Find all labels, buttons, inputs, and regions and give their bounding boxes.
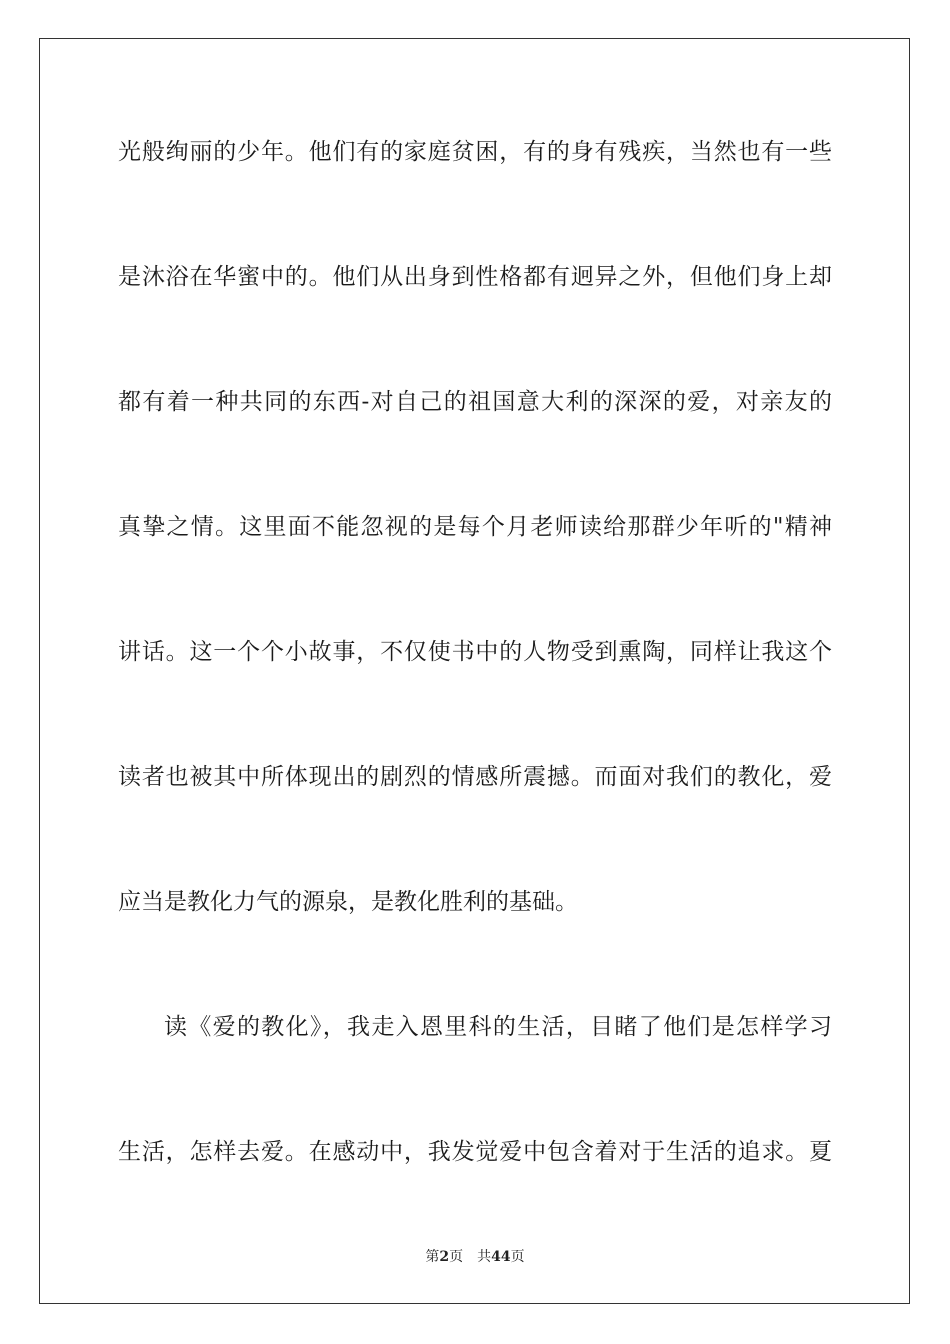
paragraph-line-2: 是沐浴在华蜜中的。他们从出身到性格都有迥异之外，但他们身上却 [118,264,832,290]
paragraph-line-7: 应当是教化力气的源泉，是教化胜利的基础。 [118,889,578,915]
page-footer [0,1246,950,1266]
document-body [118,124,832,1249]
paragraph-line-1: 光般绚丽的少年。他们有的家庭贫困，有的身有残疾，当然也有一些 [118,139,832,165]
page-suffix: 页 [449,1249,464,1265]
paragraph-line-4: 真挚之情。这里面不能忽视的是每个月老师读给那群少年听的"精神 [118,514,832,540]
page-prefix: 第 [425,1249,440,1265]
paragraph-line-3: 都有着一种共同的东西-对自己的祖国意大利的深深的爱，对亲友的 [118,389,832,415]
paragraph-line-9: 生活，怎样去爱。在感动中，我发觉爱中包含着对于生活的追求。夏 [118,1139,832,1165]
paragraph-line-5: 讲话。这一个个小故事，不仅使书中的人物受到熏陶，同样让我这个 [118,639,832,665]
paragraph-line-6: 读者也被其中所体现出的剧烈的情感所震撼。而面对我们的教化，爱 [118,764,832,790]
total-prefix: 共 [477,1249,492,1265]
total-suffix: 页 [510,1249,525,1265]
page-number: 2 [439,1249,450,1265]
paragraph-line-8: 读《爱的教化》，我走入恩里科的生活，目睹了他们是怎样学习 [164,1014,832,1040]
total-pages: 44 [491,1249,511,1265]
